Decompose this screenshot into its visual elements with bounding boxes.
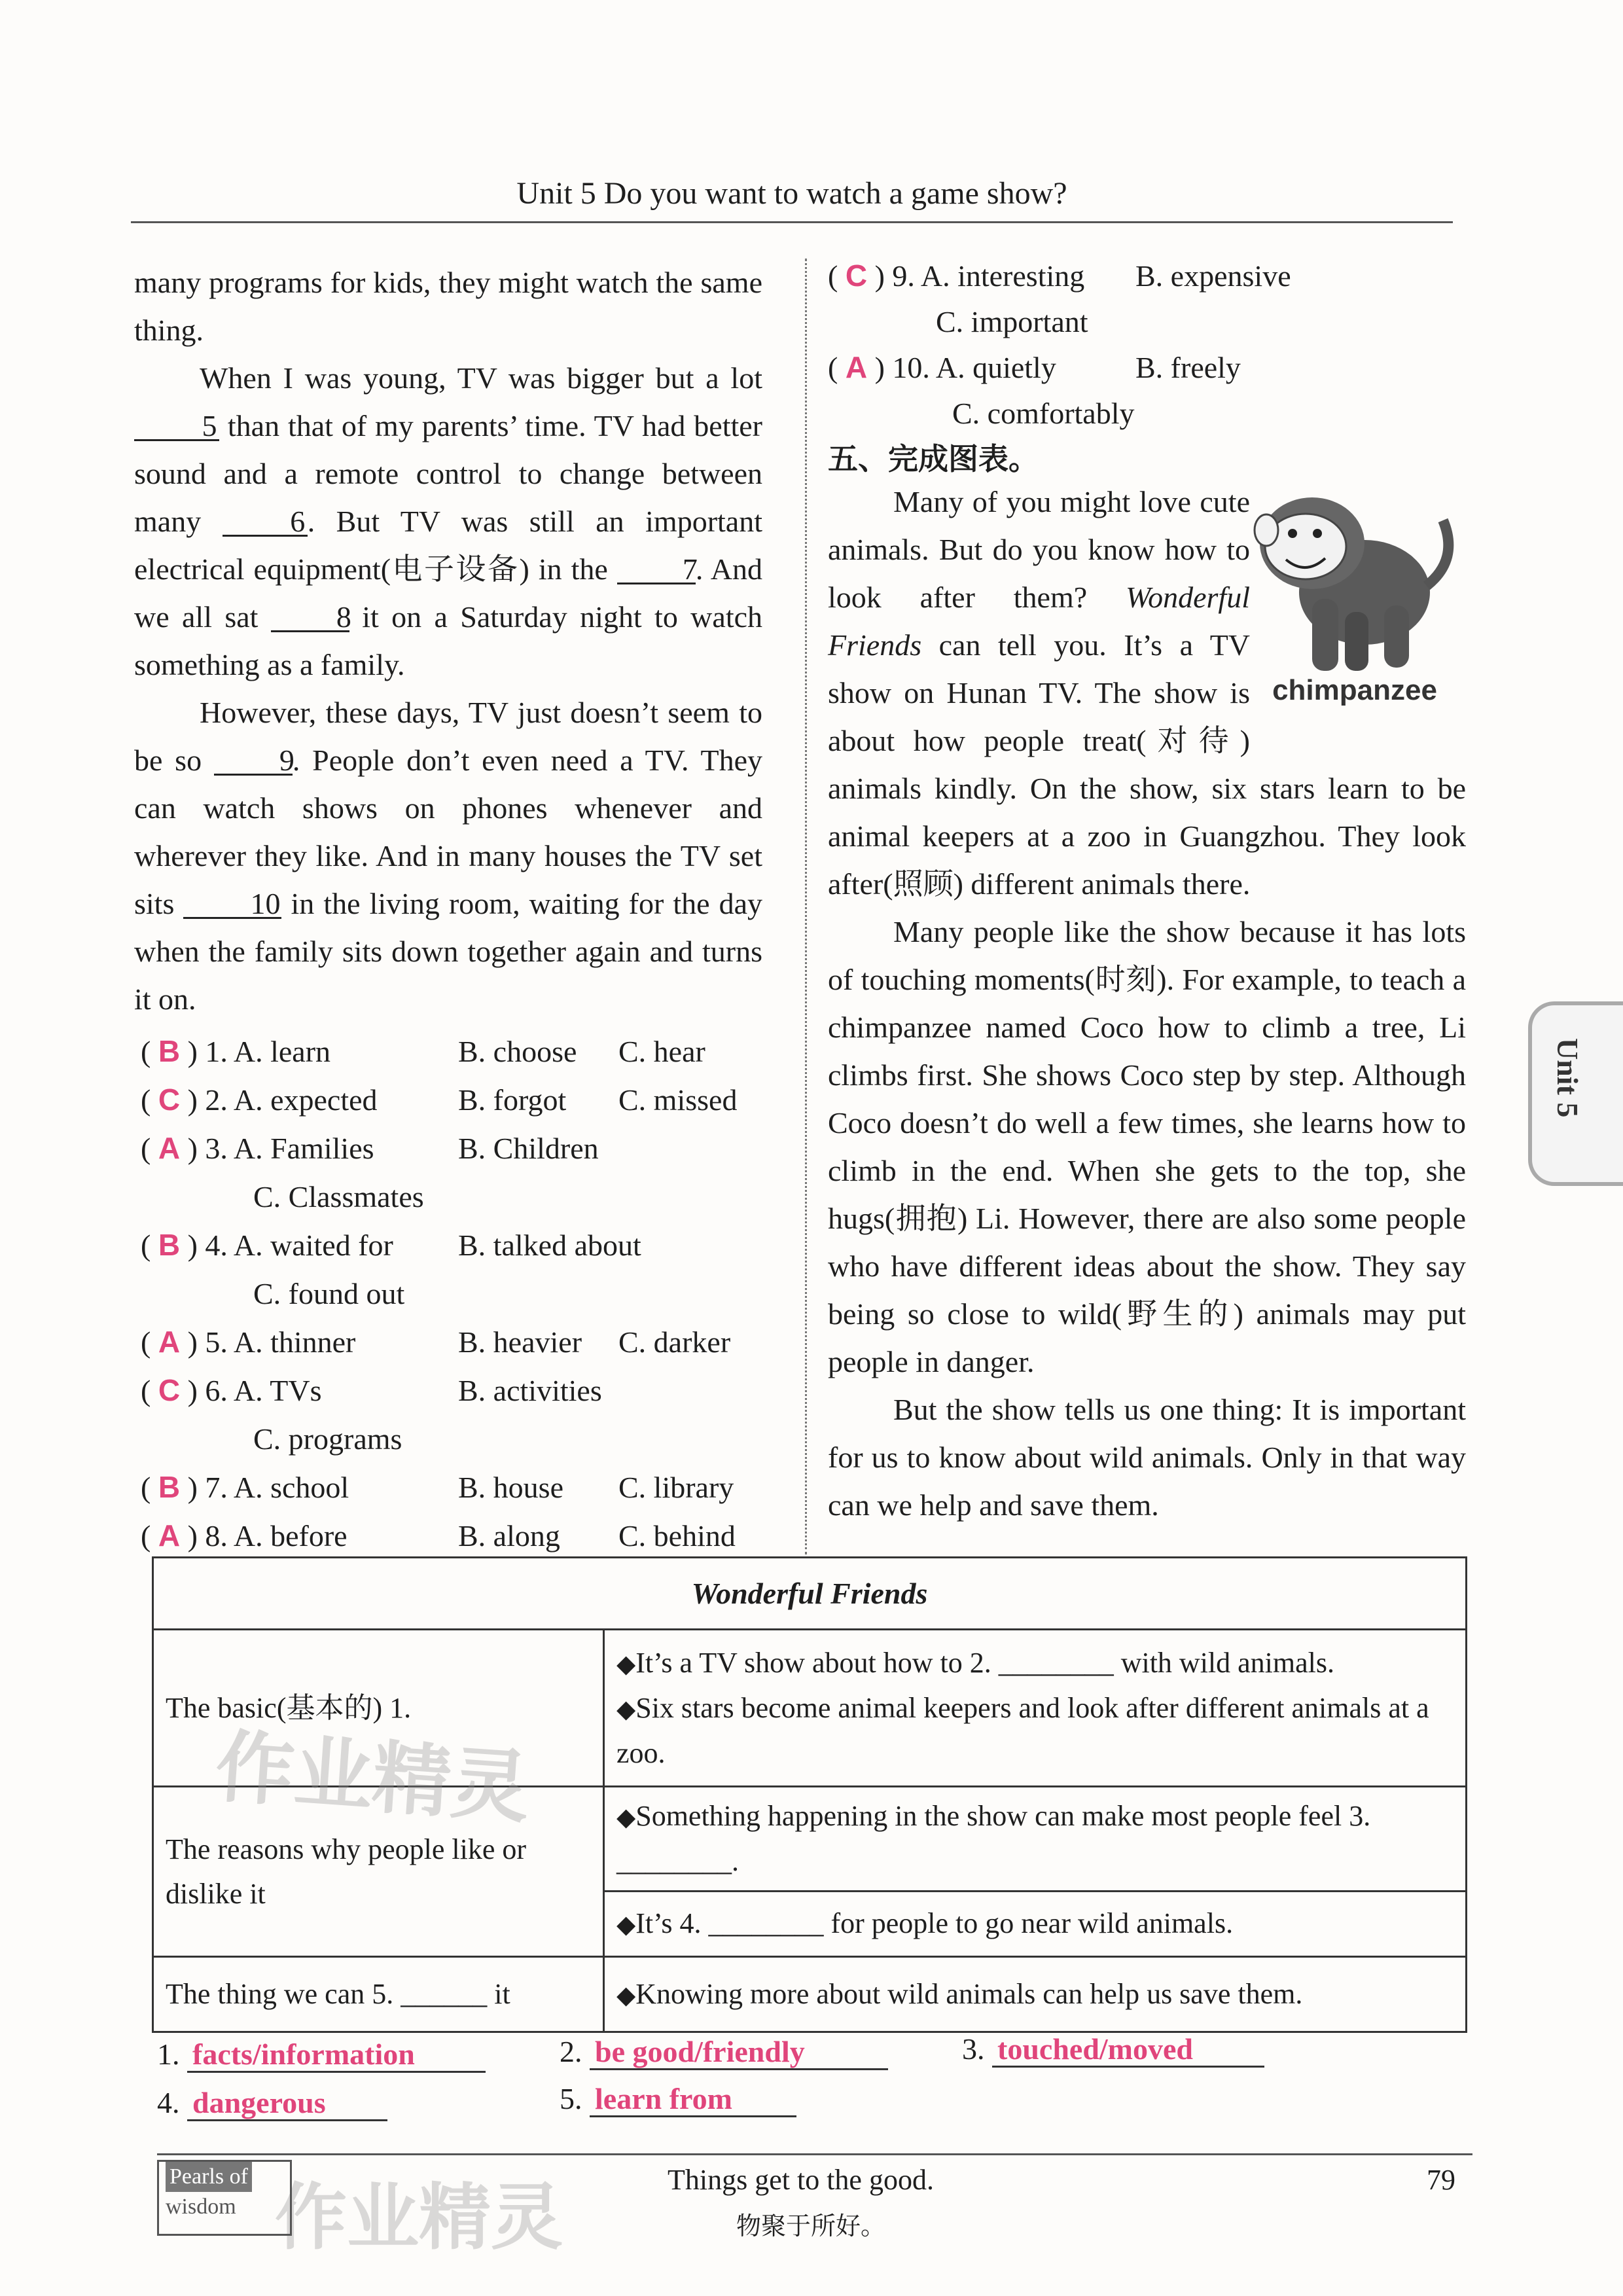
num: 2. — [205, 1083, 228, 1117]
blank-5: 5 — [134, 413, 219, 441]
option-c: C. comfortably — [952, 397, 1135, 430]
num: 3. — [962, 2032, 985, 2066]
text: However, these days, TV just doesn’t seem to be so — [134, 696, 762, 777]
image-spacer — [1250, 478, 1466, 733]
num: 4. — [157, 2086, 180, 2119]
text: Many of you might love cute animals. But do you know how to look after them? — [828, 485, 1250, 614]
option-c: C. programs — [253, 1422, 402, 1456]
answer-2 — [560, 2034, 888, 2070]
option-a: A. school — [233, 1471, 349, 1504]
answer: B — [158, 1034, 181, 1068]
option-b: B. expensive — [1135, 259, 1291, 293]
answer: B — [158, 1228, 181, 1262]
side-tab-label: Unit 5 — [1551, 1038, 1584, 1118]
num: 10. — [892, 351, 930, 384]
answer: C — [158, 1373, 181, 1407]
option-c: C. Classmates — [253, 1180, 424, 1213]
option-c: C. hear — [618, 1035, 705, 1068]
option-a: A. thinner — [233, 1325, 356, 1359]
num: 6. — [205, 1374, 228, 1407]
option-a: A. waited for — [233, 1229, 393, 1262]
num: 5. — [560, 2082, 582, 2115]
row1-item-2 — [616, 1686, 1454, 1776]
page-number: 79 — [1427, 2164, 1455, 2196]
text: It’s a TV show about how to 2. ________ with wild animals. — [635, 1646, 1335, 1679]
pearls-of-wisdom-badge — [157, 2160, 292, 2236]
question-2: ( C ) 2. A. expected B. forgot C. missed — [141, 1076, 378, 1124]
question-9: ( C ) 9. A. interesting B. expensive C. important — [828, 252, 1084, 300]
blank-7: 7 — [617, 556, 696, 584]
page-header: Unit 5 Do you want to watch a game show? — [516, 176, 1067, 211]
watermark: 作业精灵 — [213, 1721, 533, 1835]
section5-paragraph-3: But the show tells us one thing: It is important for us to know about wild animals. Only in that way can we help and save them. — [828, 1393, 1466, 1522]
question-5: ( A ) 5. A. thinner B. heavier C. darker — [141, 1318, 355, 1366]
option-c: C. important — [936, 305, 1088, 338]
passage-paragraph-2 — [134, 354, 762, 689]
answer: C — [158, 1083, 181, 1117]
passage-paragraph-1: many programs for kids, they might watch the same thing. — [134, 266, 762, 347]
text: When I was young, TV was bigger but a lot — [200, 361, 762, 395]
passage — [134, 259, 762, 1023]
option-a: A. learn — [233, 1035, 331, 1068]
passage-paragraph-3 — [134, 689, 762, 1023]
chimpanzee-label: chimpanzee — [1272, 674, 1437, 706]
option-b: B. house — [458, 1471, 563, 1504]
text: in the living room, waiting for the day when the family sits down together again and turns it on. — [134, 887, 763, 1016]
row1-content — [604, 1630, 1467, 1787]
option-c: C. found out — [253, 1277, 405, 1310]
text: . People don’t even need a TV. They can watch shows on phones whenever and wherever they like. And in many houses the TV set sits — [134, 744, 762, 920]
answer-4 — [157, 2085, 387, 2121]
num: 9. — [892, 259, 915, 293]
diamond-icon: ◆ — [616, 1694, 636, 1723]
num: 2. — [560, 2035, 582, 2068]
option-b: B. choose — [458, 1035, 577, 1068]
text: Something happening in the show can make most people feel 3. ________. — [616, 1800, 1371, 1877]
unit-side-tab — [1528, 1001, 1623, 1186]
row2-content-2 — [604, 1892, 1467, 1957]
question-1: ( B ) 1. A. learn B. choose C. hear — [141, 1028, 330, 1075]
question-3: ( A ) 3. A. Families B. Children C. Classmates — [141, 1124, 374, 1172]
option-c: C. behind — [618, 1519, 736, 1552]
option-c: C. library — [618, 1471, 734, 1504]
answer-1 — [157, 2037, 486, 2073]
answer: C — [845, 259, 868, 293]
wisdom-label: wisdom — [166, 2195, 236, 2219]
pearls-label: Pearls of — [166, 2162, 252, 2192]
blank-10: 10 — [183, 891, 281, 919]
column-divider — [805, 259, 807, 1554]
num: 5. — [205, 1325, 228, 1359]
text: Knowing more about wild animals can help us save them. — [635, 1977, 1303, 2010]
watermark-footer: 作业精灵 — [275, 2176, 563, 2259]
text: . And we all sat — [134, 552, 762, 634]
answer: A — [845, 350, 868, 384]
diamond-icon: ◆ — [616, 1980, 636, 2009]
option-a: A. Families — [233, 1132, 374, 1165]
diamond-icon: ◆ — [616, 1910, 636, 1939]
option-b: B. forgot — [458, 1083, 567, 1117]
section5-paragraph-2: Many people like the show because it has lots of touching moments(时刻). For example, to teach a chimpanzee named Coco how to climb a tree, Li climbs first. She shows Coco step by step. Although Coco doesn’t do well a few times, she learns how to climb in the end. When she gets to the top, she hugs(拥抱) Li. However, there are also some people who have different ideas about the show. They say being so close to wild(野生的) animals may put people in danger. — [828, 915, 1466, 1378]
answer: A — [158, 1518, 181, 1552]
num: 3. — [205, 1132, 228, 1165]
answer-value: facts/information — [187, 2038, 486, 2073]
answer: B — [158, 1470, 181, 1504]
blank-8: 8 — [271, 604, 349, 632]
row2-label: The reasons why people like or dislike it — [153, 1787, 604, 1957]
blank-6: 6 — [223, 509, 308, 537]
question-list-right — [828, 252, 1456, 448]
question-4: ( B ) 4. A. waited for B. talked about C. found out — [141, 1221, 393, 1269]
row3-label: The thing we can 5. ______ it — [153, 1957, 604, 2032]
answer-value: be good/friendly — [590, 2036, 888, 2070]
option-b: B. along — [458, 1519, 560, 1552]
option-c: C. darker — [618, 1325, 731, 1359]
diamond-icon: ◆ — [616, 1803, 636, 1831]
section5-paragraph-1 — [828, 478, 1466, 908]
option-a: A. quietly — [935, 351, 1056, 384]
option-a: A. TVs — [233, 1374, 322, 1407]
footer-divider — [157, 2153, 1472, 2155]
text: than that of my parents’ time. TV had better sound and a remote control to change between many — [134, 409, 763, 538]
quote-english: Things get to the good. — [668, 2164, 934, 2196]
answer-value: dangerous — [187, 2087, 387, 2121]
answer-3 — [962, 2032, 1264, 2068]
num: 8. — [205, 1519, 228, 1552]
num: 4. — [205, 1229, 228, 1262]
num: 1. — [205, 1035, 228, 1068]
option-b: B. heavier — [458, 1325, 582, 1359]
question-6: ( C ) 6. A. TVs B. activities C. programs — [141, 1367, 321, 1414]
num: 7. — [205, 1471, 228, 1504]
quote-chinese: 物聚于所好。 — [736, 2212, 886, 2240]
question-10: ( A ) 10. A. quietly B. freely C. comfortably — [828, 344, 1056, 391]
blank-9: 9 — [214, 747, 293, 776]
text: can tell you. It’s a TV show on Hunan TV. The show is about how people treat(对待) animals kindly. On the show, six stars learn to be animal keepers at a zoo in Guangzhou. They look after(照顾) different animals there. — [828, 628, 1466, 901]
option-b: B. activities — [458, 1374, 602, 1407]
option-c: C. missed — [618, 1083, 738, 1117]
section-title: 五、完成图表。 — [828, 441, 1039, 476]
answer-value: learn from — [590, 2083, 796, 2117]
diamond-icon: ◆ — [616, 1649, 636, 1678]
option-a: A. expected — [233, 1083, 378, 1117]
option-a: A. interesting — [920, 259, 1085, 293]
table-title: Wonderful Friends — [153, 1558, 1467, 1630]
question-list-left — [141, 1028, 795, 1551]
question-8: ( A ) 8. A. before B. along C. behind — [141, 1512, 348, 1560]
text: It’s 4. ________ for people to go near wild animals. — [635, 1907, 1234, 1939]
answer-value: touched/moved — [992, 2033, 1264, 2068]
question-7: ( B ) 7. A. school B. house C. library — [141, 1463, 349, 1511]
option-b: B. talked about — [458, 1229, 641, 1262]
answer: A — [158, 1131, 181, 1165]
row1-item-1 — [616, 1641, 1454, 1686]
section5-passage — [828, 478, 1466, 1529]
row1-label: The basic(基本的) 1. — [153, 1630, 604, 1787]
row2-content-1 — [604, 1787, 1467, 1892]
text: it on a Saturday night to watch something as a family. — [134, 600, 763, 681]
num: 1. — [157, 2037, 180, 2071]
show-title: Wonderful Friends — [828, 581, 1250, 662]
answer: A — [158, 1325, 181, 1359]
text: . But TV was still an important electrical equipment(电子设备) in the — [134, 505, 763, 586]
option-a: A. before — [233, 1519, 348, 1552]
header-divider — [131, 221, 1453, 223]
option-b: B. freely — [1135, 351, 1241, 384]
option-b: B. Children — [458, 1132, 599, 1165]
text: Six stars become animal keepers and look after different animals at a zoo. — [616, 1691, 1429, 1769]
answer-5 — [560, 2081, 796, 2117]
row3-content — [604, 1957, 1467, 2032]
